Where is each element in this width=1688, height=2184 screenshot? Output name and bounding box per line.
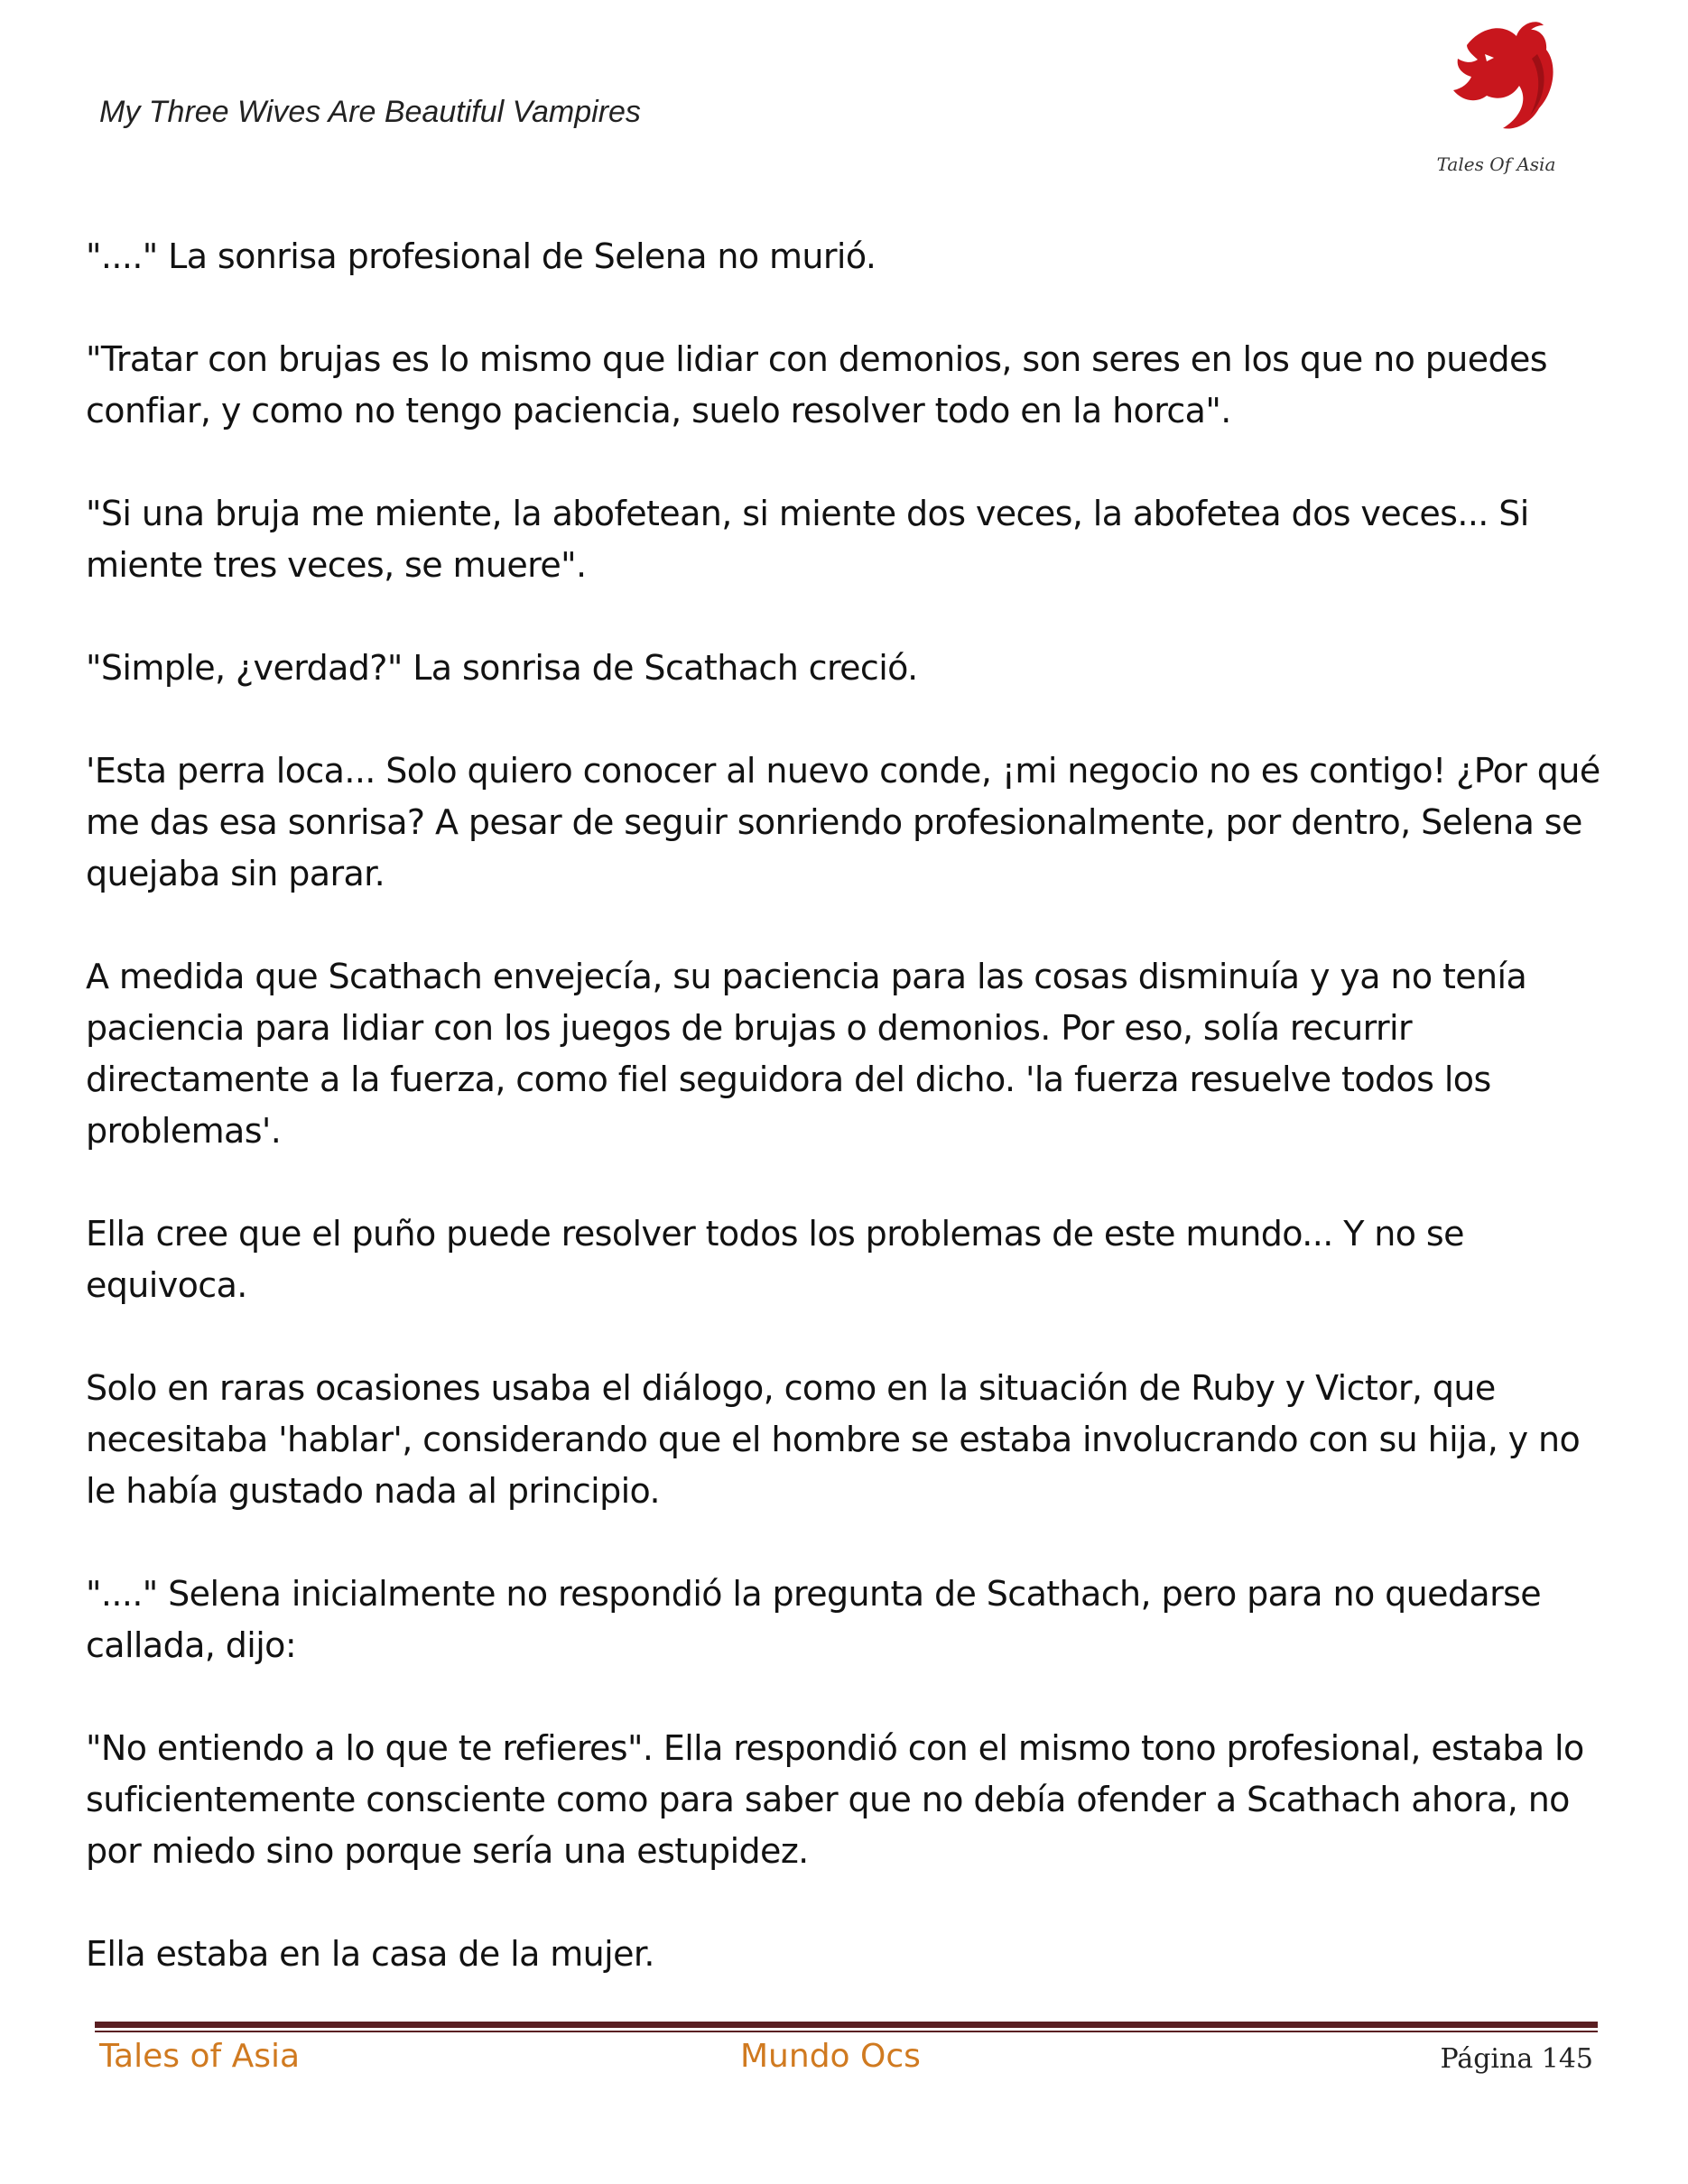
paragraph: Ella estaba en la casa de la mujer. bbox=[86, 1934, 654, 1974]
paragraph: "Tratar con brujas es lo mismo que lidiar con demonios, son seres en los que no puedes confiar, y como no tengo paciencia, suelo resolver todo en la horca". bbox=[86, 339, 1547, 430]
tales-of-asia-logo bbox=[1431, 18, 1562, 180]
paragraph: A medida que Scathach envejecía, su paciencia para las cosas disminuía y ya no tenía paciencia para lidiar con los juegos de brujas o demonios. Por eso, solía recurrir directamente a la fuerza, como fiel seguidora del dicho. 'la fuerza resuelve todos los problemas'. bbox=[86, 957, 1527, 1151]
paragraph: "Si una bruja me miente, la abofetean, si miente dos veces, la abofetea dos veces... Si miente tres veces, se muere". bbox=[86, 494, 1529, 585]
header-title: My Three Wives Are Beautiful Vampires bbox=[99, 95, 641, 129]
footer-divider bbox=[95, 2022, 1598, 2032]
paragraph: "Simple, ¿verdad?" La sonrisa de Scathach creció. bbox=[86, 648, 918, 688]
paragraph: "No entiendo a lo que te refieres". Ella respondió con el mismo tono profesional, estaba lo suficientemente consciente como para saber que no debía ofender a Scathach ahora, no por miedo sino porque sería una estupidez. bbox=[86, 1728, 1584, 1871]
paragraph: "...." La sonrisa profesional de Selena no murió. bbox=[86, 236, 876, 276]
footer-divider-thick bbox=[95, 2022, 1598, 2028]
footer-divider-thin bbox=[95, 2031, 1598, 2032]
paragraph: Solo en raras ocasiones usaba el diálogo, como en la situación de Ruby y Victor, que necesitaba 'hablar', considerando que el hombre se estaba involucrando con su hija, y no le había gustado nada al principio. bbox=[86, 1368, 1581, 1511]
logo-text: Tales Of Asia bbox=[1436, 153, 1556, 175]
footer-section-name: Mundo Ocs bbox=[740, 2038, 921, 2075]
paragraph: Ella cree que el puño puede resolver todos los problemas de este mundo... Y no se equivoca. bbox=[86, 1214, 1464, 1305]
paragraph: "...." Selena inicialmente no respondió la pregunta de Scathach, pero para no quedarse callada, dijo: bbox=[86, 1574, 1542, 1665]
paragraph: 'Esta perra loca... Solo quiero conocer al nuevo conde, ¡mi negocio no es contigo! ¿Por qué me das esa sonrisa? A pesar de seguir sonriendo profesionalmente, por dentro, Selena se quejaba sin parar. bbox=[86, 751, 1600, 893]
footer-site-name: Tales of Asia bbox=[99, 2038, 301, 2075]
red-dragon-icon bbox=[1431, 18, 1562, 153]
page-number: Página 145 bbox=[1440, 2043, 1593, 2075]
chapter-text bbox=[86, 231, 1611, 2031]
